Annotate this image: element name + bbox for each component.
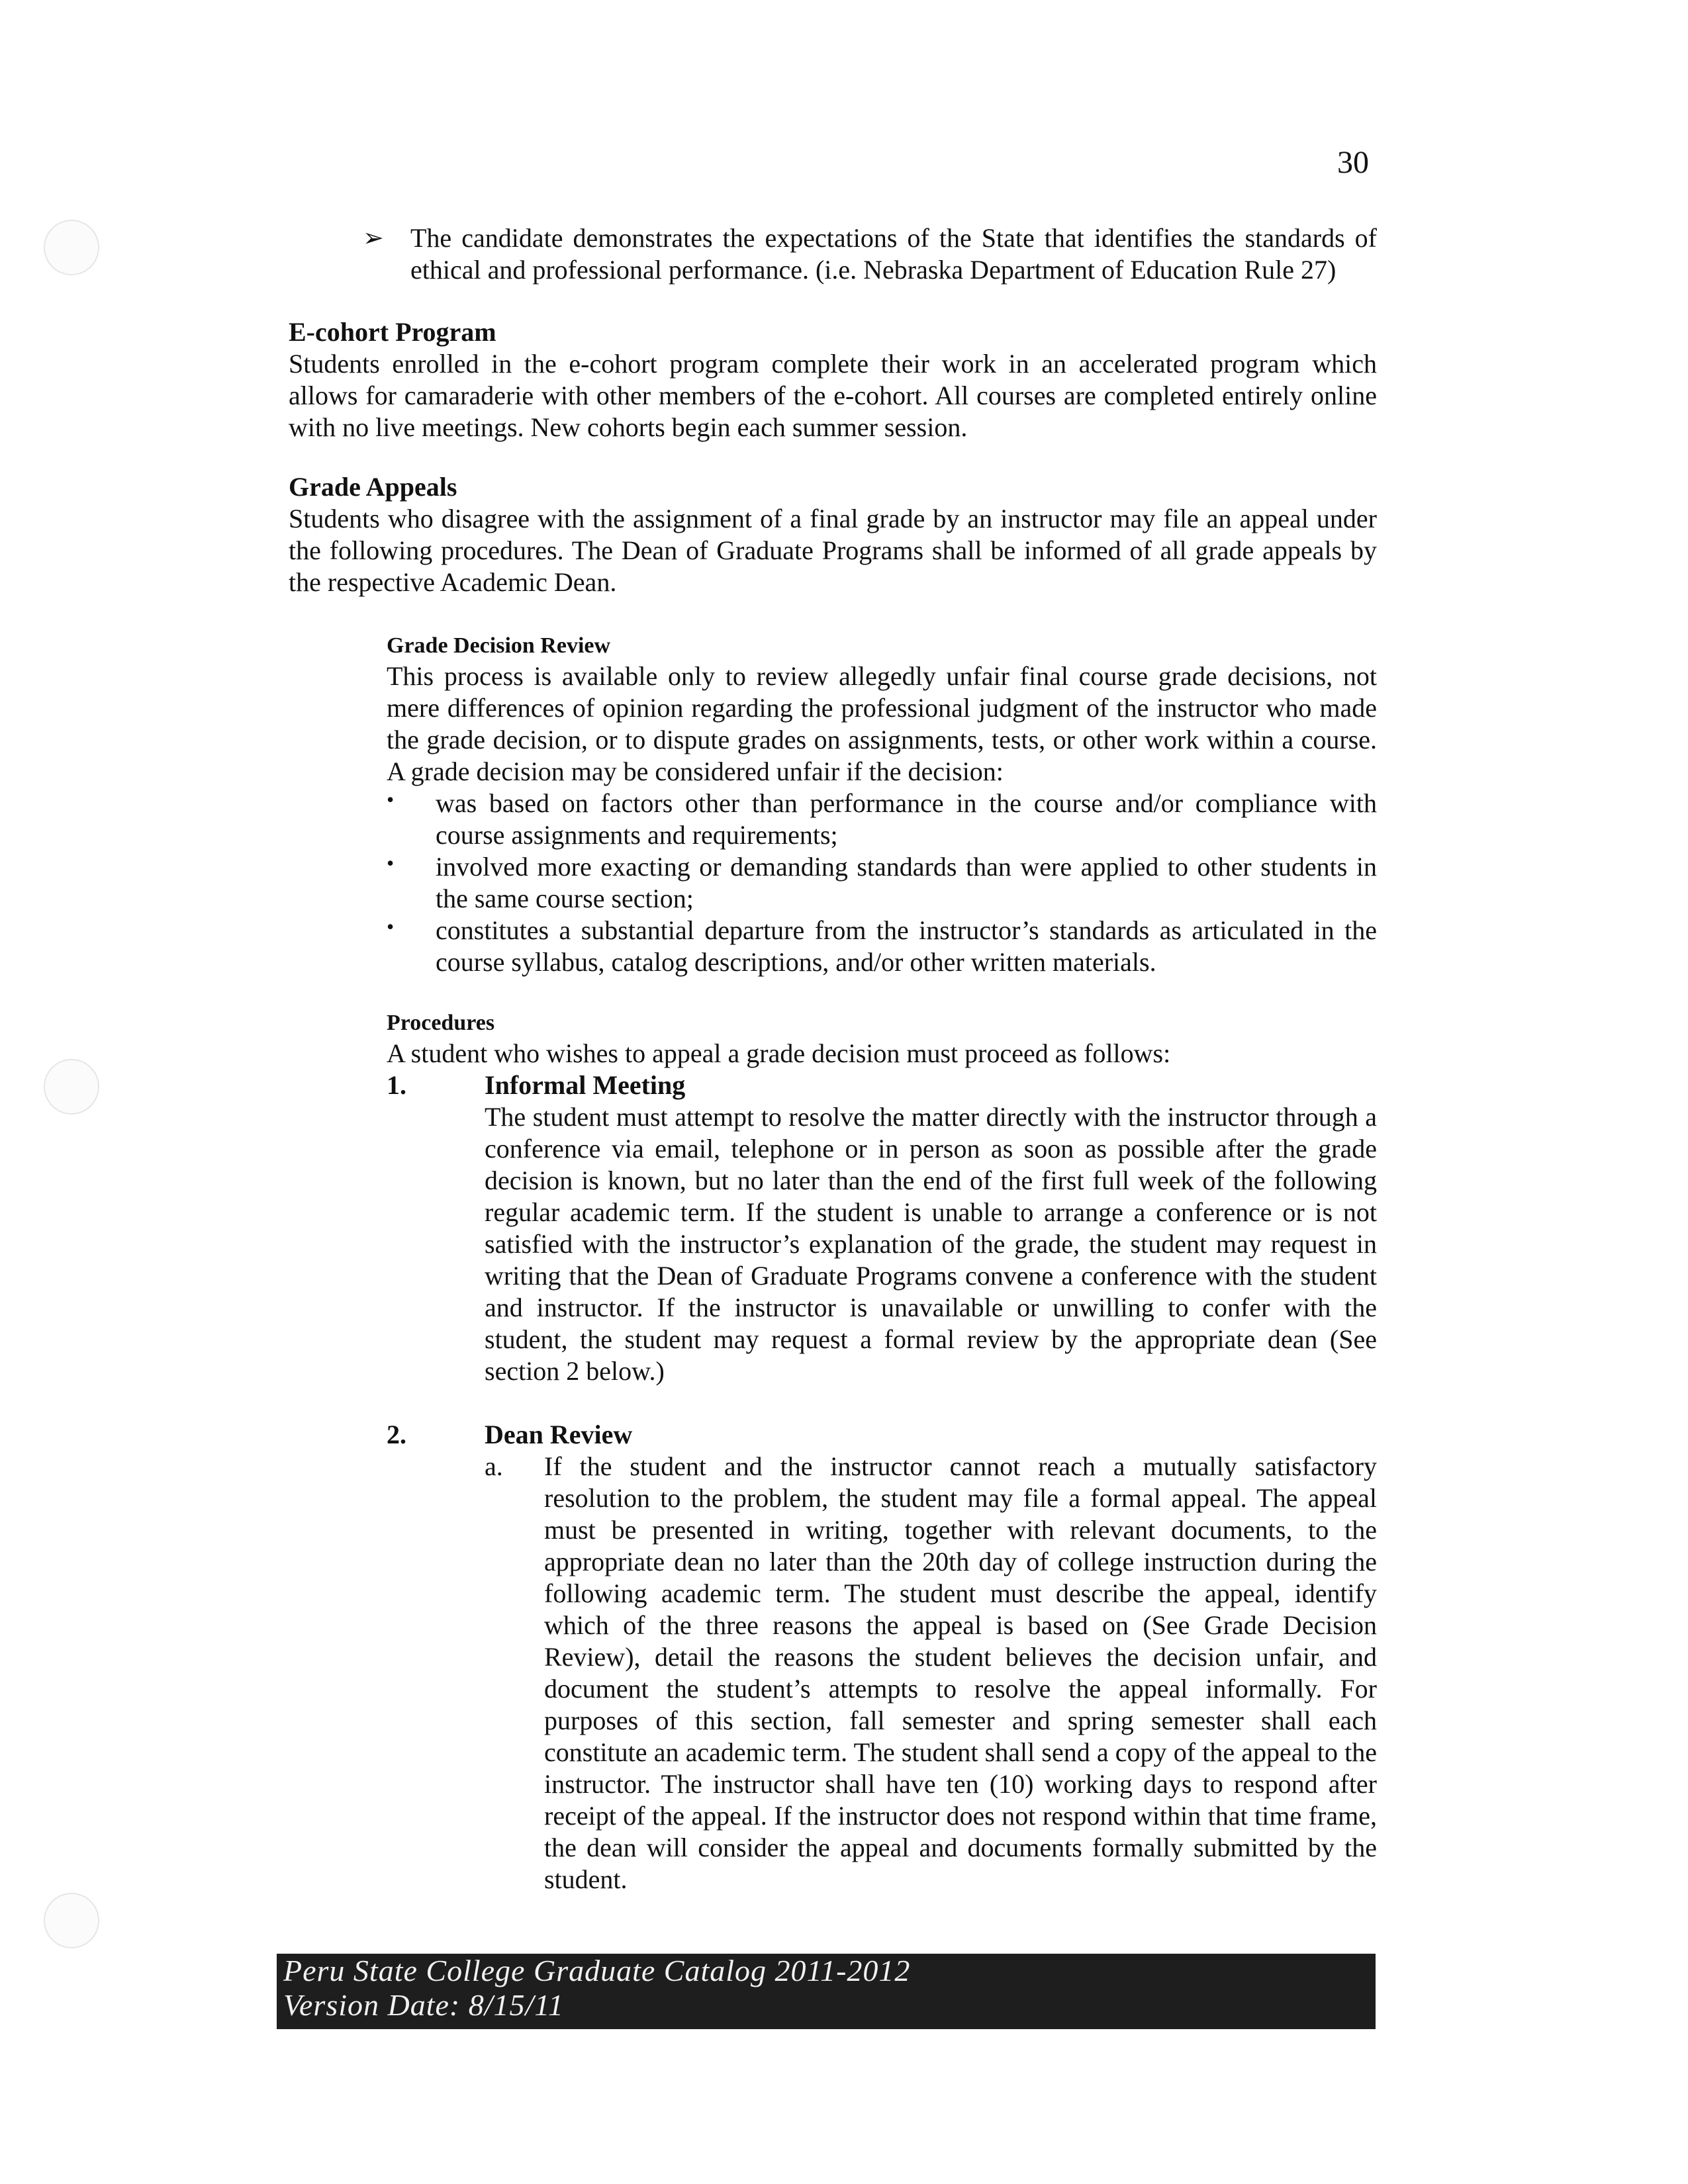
procedure-step-dean-review (387, 1419, 1377, 1895)
ecohort-body: Students enrolled in the e-cohort program complete their work in an accelerated program which allows for camaraderie with other members of the e-cohort. All courses are completed entirely online with no live meetings. New cohorts begin each summer session. (289, 349, 1377, 442)
page-number: 30 (1337, 145, 1369, 180)
sub-item-text: If the student and the instructor cannot reach a mutually satisfactory resolution to the problem, the student may file a formal appeal. The appeal must be presented in writing, together with relevant documents, to the appropriate dean no later than the 20th day of college instruction during the following academic term. The student must describe the appeal, identify which of the three reasons the appeal is based on (See Grade Decision Review), detail the reasons the student believes the decision unfair, and document the student’s attempts to resolve the appeal informally. For purposes of this section, fall semester and spring semester shall each constitute an academic term. The student shall send a copy of the appeal to the instructor. The instructor shall have ten (10) working days to respond after receipt of the appeal. If the instructor does not respond within that time frame, the dean will consider the appeal and documents formally submitted by the student. (544, 1451, 1377, 1894)
footer-version-date: Version Date: 8/15/11 (283, 1988, 564, 2022)
binder-hole (44, 220, 99, 275)
catalog-footer (277, 1954, 1376, 2029)
step-number: 1. (387, 1070, 406, 1100)
step-title: Informal Meeting (485, 1070, 686, 1100)
grade-appeals-section (289, 471, 1377, 598)
list-item-text: was based on factors other than performance in the course and/or compliance with course assignments and requirements; (436, 788, 1377, 850)
ecohort-heading: E-cohort Program (289, 317, 496, 347)
bullet-dot-icon: • (387, 851, 395, 875)
bullet-dot-icon: • (387, 788, 395, 811)
grade-appeals-body: Students who disagree with the assignment of a final grade by an instructor may file an appeal under the following procedures. The Dean of Graduate Programs shall be informed of all grade appeals by the respective Academic Dean. (289, 504, 1377, 597)
arrow-bullet-icon: ➢ (363, 224, 384, 252)
binder-hole (44, 1893, 99, 1948)
step-number: 2. (387, 1420, 406, 1449)
list-item-text: constitutes a substantial departure from the instructor’s standards as articulated in the course syllabus, catalog descriptions, and/or other written materials. (436, 915, 1377, 977)
step-body: The student must attempt to resolve the matter directly with the instructor through a conference via email, telephone or in person as soon as possible after the grade decision is known, but no later than the end of the first full week of the following regular academic term. If the student is unable to arrange a conference or is not satisfied with the instructor’s explanation of the grade, the student may request in writing that the Dean of Graduate Programs convene a conference with the student and instructor. If the instructor is unavailable or unwilling to confer with the student, the student may request a formal review by the appropriate dean (See section 2 below.) (485, 1102, 1377, 1386)
procedures-intro: A student who wishes to appeal a grade decision must proceed as follows: (387, 1038, 1171, 1068)
arrow-bullet-text: The candidate demonstrates the expectations of the State that identifies the standards of ethical and professional performance. (i.e. Nebraska Department of Education Rule 27) (410, 223, 1377, 285)
sub-item-letter: a. (485, 1451, 503, 1481)
unfair-criteria-list (387, 788, 1377, 978)
list-item (387, 851, 1377, 915)
binder-hole (44, 1059, 99, 1115)
sub-item (485, 1451, 1377, 1895)
footer-catalog-title: Peru State College Graduate Catalog 2011-2012 (283, 1954, 911, 1987)
ecohort-section (289, 316, 1377, 443)
grade-decision-review-section (387, 631, 1377, 978)
grade-decision-review-body: This process is available only to review allegedly unfair final course grade decisions, not mere differences of opinion regarding the professional judgment of the instructor who made the grade decision, or to dispute grades on assignments, tests, or other work within a course. A grade decision may be considered unfair if the decision: (387, 661, 1377, 786)
list-item (387, 915, 1377, 978)
list-item (387, 788, 1377, 851)
procedures-heading: Procedures (387, 1011, 495, 1035)
list-item-text: involved more exacting or demanding standards than were applied to other students in the same course section; (436, 852, 1377, 913)
bullet-dot-icon: • (387, 915, 395, 938)
grade-decision-review-heading: Grade Decision Review (387, 633, 611, 658)
step-title: Dean Review (485, 1420, 633, 1449)
procedures-section (387, 1009, 1377, 1895)
procedure-step-informal-meeting (387, 1069, 1377, 1387)
grade-appeals-heading: Grade Appeals (289, 472, 457, 502)
